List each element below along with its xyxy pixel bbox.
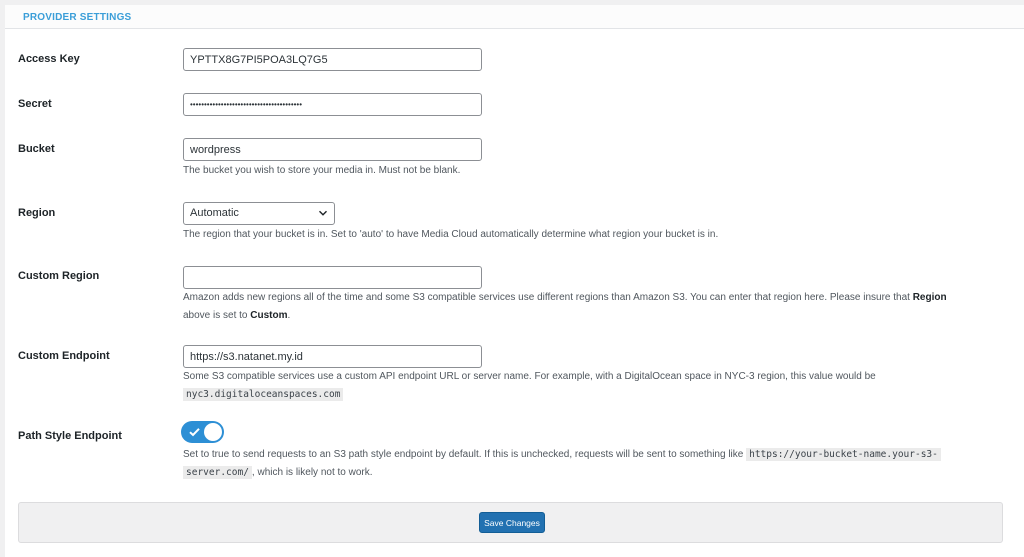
- bucket-description: The bucket you wish to store your media in. Must not be blank.: [183, 165, 461, 176]
- custom-region-desc-text: Amazon adds new regions all of the time and some S3 compatible services use different regions than Amazon S3. You can enter that region here. Please insure that: [183, 292, 910, 303]
- custom-region-input[interactable]: [183, 266, 482, 289]
- save-changes-button[interactable]: Save Changes: [479, 512, 545, 533]
- custom-region-label: Custom Region: [18, 270, 100, 282]
- custom-endpoint-code-example: nyc3.digitaloceanspaces.com: [183, 388, 343, 401]
- custom-region-description: [183, 289, 1003, 325]
- toggle-knob: [204, 423, 222, 441]
- chevron-down-icon: [318, 208, 328, 218]
- path-style-code-example-2: server.com/: [183, 466, 252, 479]
- custom-endpoint-desc-text: Some S3 compatible services use a custom API endpoint URL or server name. For example, with a DigitalOcean space in NYC-3 region, this value would be: [183, 371, 876, 382]
- region-selected-value: Automatic: [190, 207, 239, 219]
- panel-header: [5, 5, 1024, 29]
- secret-input[interactable]: [183, 93, 482, 116]
- custom-endpoint-description: [183, 368, 1003, 404]
- access-key-input[interactable]: [183, 48, 482, 71]
- custom-region-desc-custom: Custom: [250, 310, 288, 321]
- path-style-code-example: https://your-bucket-name.your-s3-: [746, 448, 941, 461]
- custom-endpoint-input[interactable]: [183, 345, 482, 368]
- custom-region-desc-period: .: [287, 310, 291, 321]
- path-style-desc-text-2: , which is likely not to work.: [251, 467, 373, 478]
- path-style-description: [183, 446, 1013, 482]
- panel-title: PROVIDER SETTINGS: [23, 12, 132, 23]
- access-key-label: Access Key: [18, 53, 80, 65]
- custom-region-desc-text-2: above is set to: [183, 310, 248, 321]
- region-select[interactable]: [183, 202, 335, 225]
- bucket-input[interactable]: [183, 138, 482, 161]
- path-style-desc-text: Set to true to send requests to an S3 path style endpoint by default. If this is unchecked, requests will be sent to something like: [183, 449, 744, 460]
- path-style-label: Path Style Endpoint: [18, 430, 122, 442]
- custom-region-desc-region: Region: [912, 292, 947, 303]
- region-description: The region that your bucket is in. Set to 'auto' to have Media Cloud automatically determine what region your bucket is in.: [183, 229, 719, 240]
- custom-endpoint-label: Custom Endpoint: [18, 350, 110, 362]
- bucket-label: Bucket: [18, 143, 55, 155]
- check-icon: [189, 427, 200, 437]
- secret-label: Secret: [18, 98, 52, 110]
- form-footer: [18, 502, 1003, 543]
- path-style-toggle[interactable]: [181, 421, 224, 443]
- region-label: Region: [18, 207, 56, 219]
